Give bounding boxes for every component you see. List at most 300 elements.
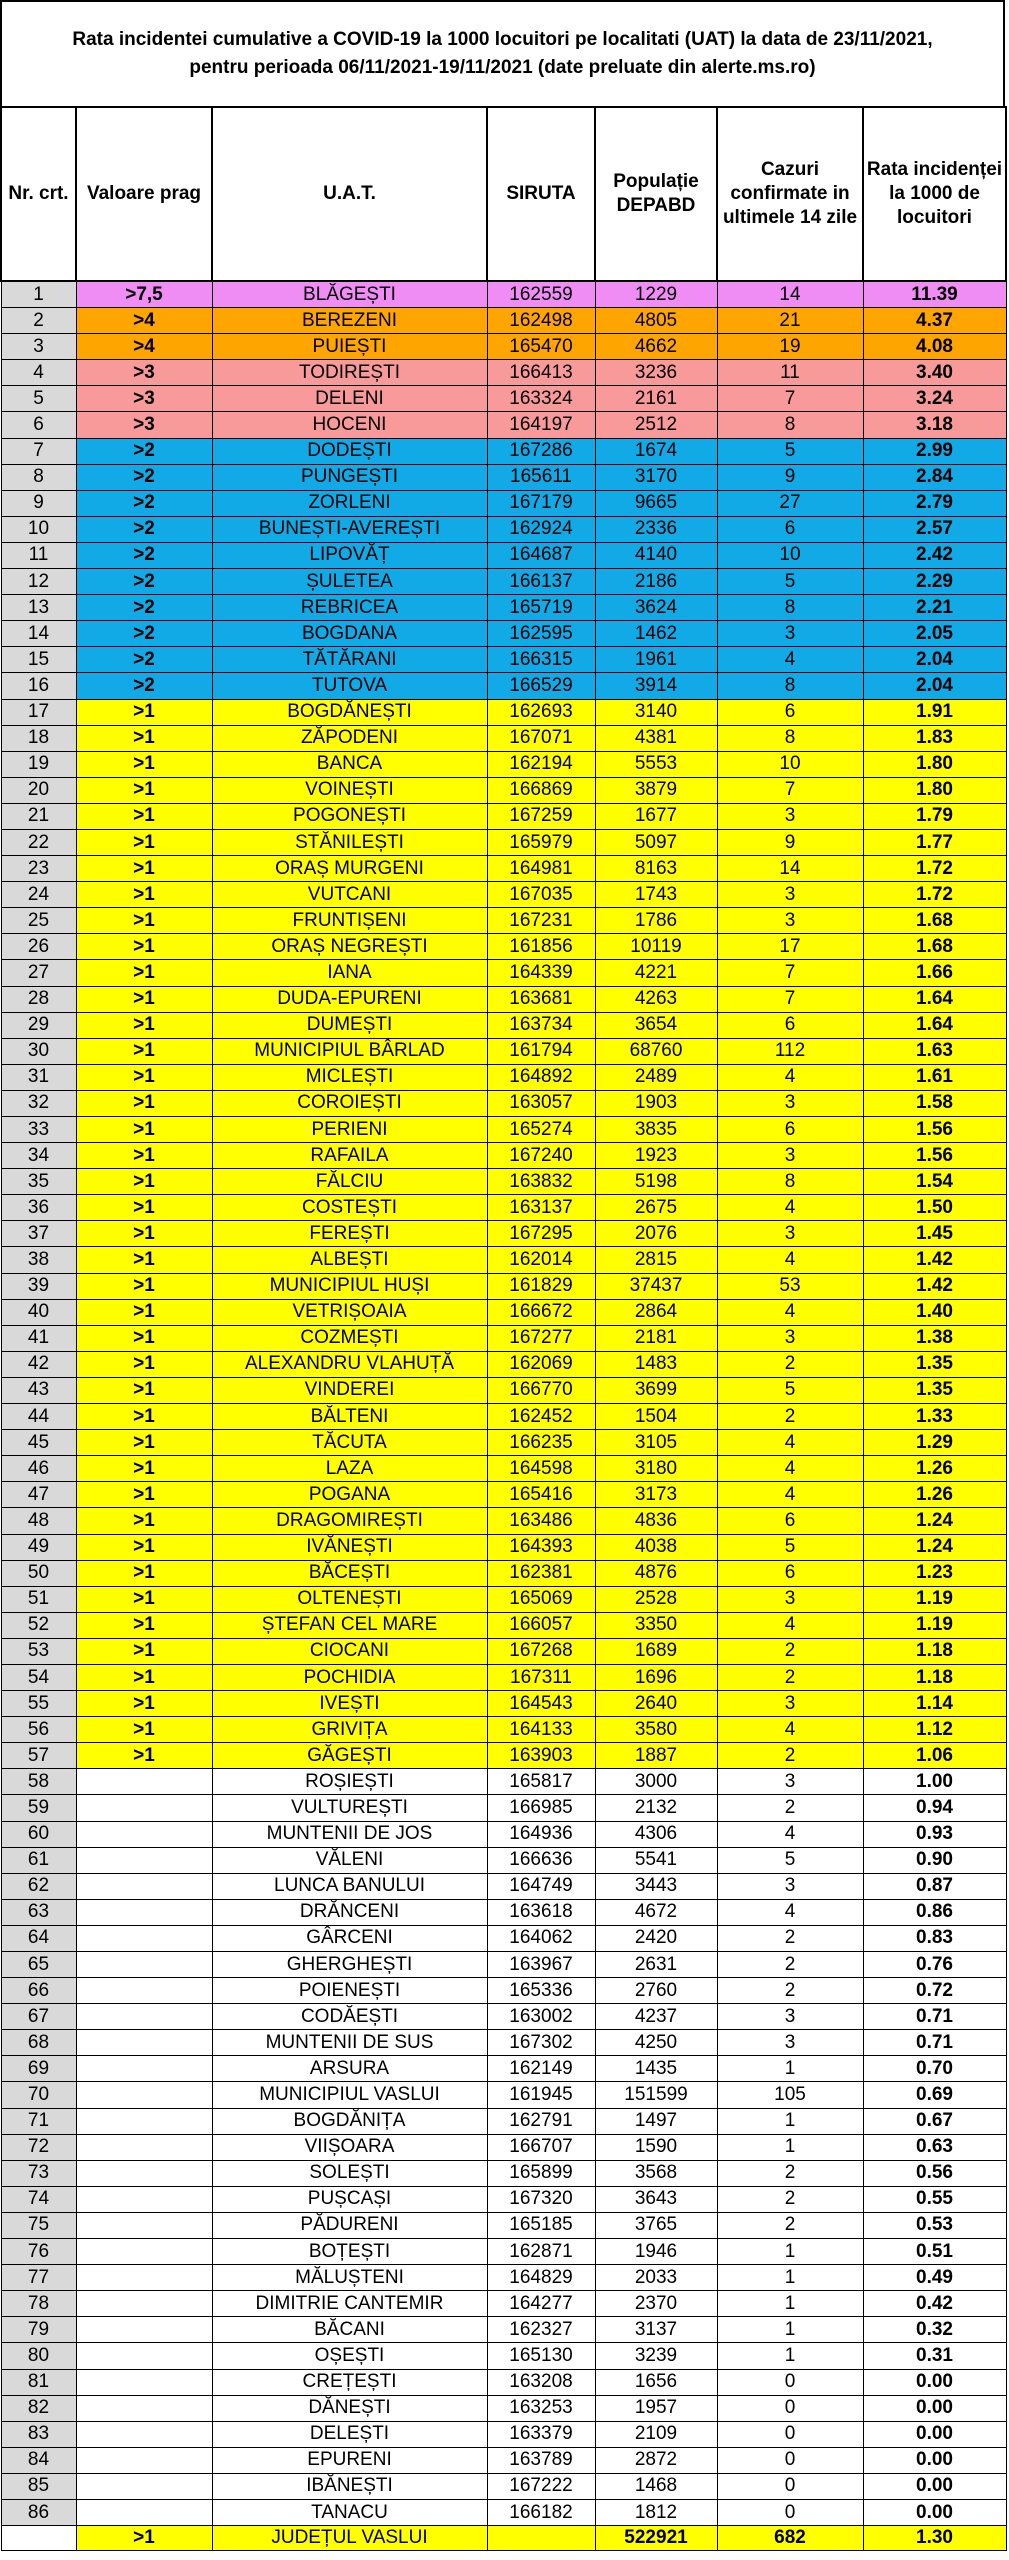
cell-cazuri: 3 [717,1221,863,1247]
cell-valoare-prag: >2 [76,464,212,490]
cell-cazuri: 1 [717,2291,863,2317]
header-cazuri: Cazuri confirmate in ultimele 14 zile [717,107,863,281]
cell-rata: 2.84 [863,464,1006,490]
cell-nr-crt: 33 [1,1117,76,1143]
cell-populatie: 3643 [595,2186,717,2212]
cell-uat: MUNICIPIUL HUȘI [212,1273,487,1299]
cell-populatie: 1483 [595,1351,717,1377]
cell-valoare-prag [76,2369,212,2395]
cell-cazuri: 7 [717,777,863,803]
table-row [1,1430,1006,1456]
cell-cazuri: 5 [717,438,863,464]
cell-populatie: 5198 [595,1169,717,1195]
cell-valoare-prag: >2 [76,621,212,647]
cell-populatie: 1743 [595,882,717,908]
cell-populatie: 2872 [595,2447,717,2473]
cell-nr-crt: 37 [1,1221,76,1247]
cell-cazuri: 5 [717,1534,863,1560]
cell-cazuri: 11 [717,360,863,386]
cell-siruta: 167259 [487,803,595,829]
cell-populatie: 9665 [595,490,717,516]
cell-uat: DODEȘTI [212,438,487,464]
cell-uat: TUTOVA [212,673,487,699]
cell-siruta: 163486 [487,1508,595,1534]
table-row [1,2421,1006,2447]
cell-cazuri: 4 [717,1482,863,1508]
cell-valoare-prag [76,2056,212,2082]
cell-cazuri: 3 [717,1090,863,1116]
cell-populatie: 5541 [595,1847,717,1873]
cell-populatie: 4038 [595,1534,717,1560]
cell-cazuri: 10 [717,542,863,568]
cell-cazuri: 2 [717,1925,863,1951]
cell-siruta: 162452 [487,1404,595,1430]
table-row [1,2499,1006,2525]
cell-cazuri: 105 [717,2082,863,2108]
cell-uat: POGONEȘTI [212,803,487,829]
table-row [1,1560,1006,1586]
cell-populatie: 1689 [595,1638,717,1664]
cell-rata: 1.56 [863,1143,1006,1169]
cell-nr-crt: 18 [1,725,76,751]
cell-nr-crt: 52 [1,1612,76,1638]
cell-nr-crt: 58 [1,1769,76,1795]
cell-uat: RAFAILA [212,1143,487,1169]
cell-cazuri: 3 [717,2030,863,2056]
cell-valoare-prag: >1 [76,1273,212,1299]
cell-siruta: 165274 [487,1117,595,1143]
cell-siruta: 162871 [487,2239,595,2265]
cell-valoare-prag: >1 [76,1638,212,1664]
cell-cazuri: 2 [717,2160,863,2186]
cell-populatie: 1435 [595,2056,717,2082]
cell-valoare-prag: >3 [76,386,212,412]
table-row [1,1925,1006,1951]
cell-cazuri: 27 [717,490,863,516]
cell-nr-crt: 13 [1,595,76,621]
cell-populatie: 1696 [595,1664,717,1690]
cell-valoare-prag: >1 [76,960,212,986]
cell-nr-crt: 27 [1,960,76,986]
total-cell-populatie: 522921 [595,2526,717,2551]
cell-cazuri: 9 [717,829,863,855]
cell-nr-crt: 36 [1,1195,76,1221]
cell-rata: 2.99 [863,438,1006,464]
cell-uat: MUNTENII DE SUS [212,2030,487,2056]
cell-populatie: 2640 [595,1691,717,1717]
cell-valoare-prag: >1 [76,751,212,777]
cell-nr-crt: 38 [1,1247,76,1273]
cell-siruta: 167268 [487,1638,595,1664]
cell-siruta: 166985 [487,1795,595,1821]
cell-rata: 3.18 [863,412,1006,438]
table-row [1,1064,1006,1090]
cell-populatie: 2760 [595,1978,717,2004]
cell-cazuri: 6 [717,1117,863,1143]
cell-nr-crt: 66 [1,1978,76,2004]
cell-valoare-prag: >2 [76,595,212,621]
cell-uat: ALEXANDRU VLAHUȚĂ [212,1351,487,1377]
cell-nr-crt: 76 [1,2239,76,2265]
cell-siruta: 167286 [487,438,595,464]
cell-siruta: 164339 [487,960,595,986]
cell-populatie: 4805 [595,308,717,334]
cell-rata: 1.45 [863,1221,1006,1247]
cell-siruta: 166636 [487,1847,595,1873]
cell-valoare-prag: >1 [76,1325,212,1351]
table-row [1,2082,1006,2108]
cell-uat: VULTUREȘTI [212,1795,487,1821]
cell-siruta: 166137 [487,569,595,595]
cell-valoare-prag: >1 [76,1090,212,1116]
cell-uat: TĂTĂRANI [212,647,487,673]
cell-populatie: 2132 [595,1795,717,1821]
cell-cazuri: 0 [717,2395,863,2421]
table-row [1,2291,1006,2317]
table-row [1,1351,1006,1377]
cell-siruta: 164543 [487,1691,595,1717]
total-cell-valoare-prag: >1 [76,2526,212,2551]
table-body [1,281,1006,2551]
cell-cazuri: 4 [717,647,863,673]
cell-valoare-prag: >2 [76,490,212,516]
cell-populatie: 3239 [595,2343,717,2369]
cell-nr-crt: 63 [1,1899,76,1925]
header-rata: Rata incidenței la 1000 de locuitori [863,107,1006,281]
table-row [1,856,1006,882]
cell-siruta: 166413 [487,360,595,386]
cell-nr-crt: 28 [1,986,76,1012]
cell-nr-crt: 43 [1,1377,76,1403]
cell-uat: BOGDĂNEȘTI [212,699,487,725]
cell-populatie: 3835 [595,1117,717,1143]
cell-populatie: 3699 [595,1377,717,1403]
table-row [1,882,1006,908]
table-row [1,1482,1006,1508]
table-row [1,1899,1006,1925]
cell-populatie: 3654 [595,1012,717,1038]
cell-valoare-prag: >1 [76,1560,212,1586]
cell-populatie: 3443 [595,1873,717,1899]
cell-cazuri: 2 [717,2186,863,2212]
cell-cazuri: 4 [717,1899,863,1925]
cell-nr-crt: 8 [1,464,76,490]
cell-cazuri: 0 [717,2473,863,2499]
cell-populatie: 2420 [595,1925,717,1951]
cell-valoare-prag: >7,5 [76,281,212,308]
cell-populatie: 3879 [595,777,717,803]
cell-siruta: 163137 [487,1195,595,1221]
cell-rata: 1.50 [863,1195,1006,1221]
table-row [1,2473,1006,2499]
cell-cazuri: 1 [717,2108,863,2134]
cell-rata: 0.42 [863,2291,1006,2317]
cell-cazuri: 4 [717,1247,863,1273]
cell-uat: BĂCANI [212,2317,487,2343]
cell-populatie: 3914 [595,673,717,699]
header-nr-crt: Nr. crt. [1,107,76,281]
cell-rata: 0.67 [863,2108,1006,2134]
cell-uat: BEREZENI [212,308,487,334]
table-row [1,1038,1006,1064]
cell-rata: 1.19 [863,1612,1006,1638]
table-row [1,360,1006,386]
cell-siruta: 164062 [487,1925,595,1951]
cell-uat: VOINEȘTI [212,777,487,803]
cell-valoare-prag: >1 [76,1377,212,1403]
cell-uat: MUNICIPIUL BÂRLAD [212,1038,487,1064]
cell-siruta: 164749 [487,1873,595,1899]
cell-siruta: 167035 [487,882,595,908]
cell-populatie: 8163 [595,856,717,882]
cell-nr-crt: 81 [1,2369,76,2395]
cell-populatie: 1590 [595,2134,717,2160]
cell-valoare-prag: >1 [76,1482,212,1508]
cell-siruta: 164687 [487,542,595,568]
cell-nr-crt: 4 [1,360,76,386]
cell-uat: FRUNTIȘENI [212,908,487,934]
cell-rata: 4.37 [863,308,1006,334]
cell-nr-crt: 70 [1,2082,76,2108]
cell-siruta: 162149 [487,2056,595,2082]
cell-nr-crt: 9 [1,490,76,516]
cell-cazuri: 2 [717,1664,863,1690]
cell-nr-crt: 7 [1,438,76,464]
cell-cazuri: 2 [717,1638,863,1664]
cell-siruta: 164133 [487,1717,595,1743]
cell-populatie: 37437 [595,1273,717,1299]
cell-rata: 0.71 [863,2004,1006,2030]
cell-populatie: 1674 [595,438,717,464]
table-row [1,2212,1006,2238]
table-row [1,1195,1006,1221]
cell-populatie: 3350 [595,1612,717,1638]
cell-cazuri: 1 [717,2239,863,2265]
cell-uat: STĂNILEȘTI [212,829,487,855]
cell-uat: ORAȘ NEGREȘTI [212,934,487,960]
cell-valoare-prag: >1 [76,1717,212,1743]
cell-rata: 3.40 [863,360,1006,386]
cell-uat: TANACU [212,2499,487,2525]
cell-siruta: 162069 [487,1351,595,1377]
cell-rata: 1.26 [863,1456,1006,1482]
table-row [1,2108,1006,2134]
cell-valoare-prag: >1 [76,829,212,855]
cell-uat: IBĂNEȘTI [212,2473,487,2499]
cell-populatie: 1946 [595,2239,717,2265]
cell-rata: 1.24 [863,1508,1006,1534]
cell-rata: 1.83 [863,725,1006,751]
table-row [1,2239,1006,2265]
cell-valoare-prag: >1 [76,777,212,803]
cell-siruta: 163208 [487,2369,595,2395]
cell-valoare-prag: >3 [76,412,212,438]
cell-uat: DUDA-EPURENI [212,986,487,1012]
cell-rata: 1.18 [863,1638,1006,1664]
cell-siruta: 165611 [487,464,595,490]
cell-populatie: 3765 [595,2212,717,2238]
cell-rata: 1.58 [863,1090,1006,1116]
cell-rata: 1.54 [863,1169,1006,1195]
table-row [1,2030,1006,2056]
cell-uat: GÂRCENI [212,1925,487,1951]
cell-rata: 0.69 [863,2082,1006,2108]
cell-siruta: 163789 [487,2447,595,2473]
cell-valoare-prag [76,2499,212,2525]
cell-populatie: 10119 [595,934,717,960]
cell-siruta: 167277 [487,1325,595,1351]
cell-rata: 0.83 [863,1925,1006,1951]
cell-rata: 0.00 [863,2395,1006,2421]
cell-valoare-prag: >2 [76,516,212,542]
cell-cazuri: 1 [717,2317,863,2343]
table-row [1,2395,1006,2421]
cell-cazuri: 0 [717,2421,863,2447]
cell-nr-crt: 44 [1,1404,76,1430]
cell-cazuri: 1 [717,2056,863,2082]
cell-cazuri: 2 [717,1952,863,1978]
cell-nr-crt: 84 [1,2447,76,2473]
cell-nr-crt: 11 [1,542,76,568]
cell-siruta: 163253 [487,2395,595,2421]
cell-nr-crt: 29 [1,1012,76,1038]
table-row [1,699,1006,725]
cell-populatie: 2815 [595,1247,717,1273]
cell-uat: VIIȘOARA [212,2134,487,2160]
cell-populatie: 5553 [595,751,717,777]
cell-uat: ORAȘ MURGENI [212,856,487,882]
cell-nr-crt: 1 [1,281,76,308]
cell-rata: 1.26 [863,1482,1006,1508]
cell-siruta: 165719 [487,595,595,621]
cell-cazuri: 5 [717,1377,863,1403]
cell-siruta: 162381 [487,1560,595,1586]
cell-nr-crt: 22 [1,829,76,855]
cell-rata: 1.35 [863,1351,1006,1377]
cell-nr-crt: 79 [1,2317,76,2343]
cell-valoare-prag [76,1952,212,1978]
cell-populatie: 3105 [595,1430,717,1456]
cell-cazuri: 2 [717,1743,863,1769]
cell-cazuri: 3 [717,803,863,829]
cell-rata: 2.04 [863,647,1006,673]
cell-rata: 0.76 [863,1952,1006,1978]
header-uat: U.A.T. [212,107,487,281]
cell-nr-crt: 12 [1,569,76,595]
cell-rata: 0.63 [863,2134,1006,2160]
cell-uat: GĂGEȘTI [212,1743,487,1769]
cell-uat: POCHIDIA [212,1664,487,1690]
cell-valoare-prag [76,2395,212,2421]
cell-uat: FĂLCIU [212,1169,487,1195]
cell-cazuri: 0 [717,2499,863,2525]
cell-cazuri: 0 [717,2369,863,2395]
cell-populatie: 151599 [595,2082,717,2108]
table-row [1,1847,1006,1873]
cell-cazuri: 14 [717,856,863,882]
cell-nr-crt: 85 [1,2473,76,2499]
cell-populatie: 3140 [595,699,717,725]
total-cell-rata: 1.30 [863,2526,1006,2551]
report-title-line-1: Rata incidentei cumulative a COVID-19 la 1000 locuitori pe localitati (UAT) la data de 23/11/2021, [72,29,933,50]
cell-populatie: 2076 [595,1221,717,1247]
cell-uat: CIOCANI [212,1638,487,1664]
cell-rata: 2.04 [863,673,1006,699]
cell-siruta: 166672 [487,1299,595,1325]
cell-nr-crt: 77 [1,2265,76,2291]
cell-rata: 0.00 [863,2447,1006,2473]
table-row [1,934,1006,960]
cell-uat: REBRICEA [212,595,487,621]
cell-uat: DELEȘTI [212,2421,487,2447]
cell-populatie: 2370 [595,2291,717,2317]
header-siruta: SIRUTA [487,107,595,281]
table-row [1,490,1006,516]
cell-uat: GRIVIȚA [212,1717,487,1743]
cell-rata: 1.61 [863,1064,1006,1090]
cell-uat: GHERGHEȘTI [212,1952,487,1978]
cell-valoare-prag [76,2030,212,2056]
cell-uat: ZORLENI [212,490,487,516]
cell-cazuri: 3 [717,1691,863,1717]
table-row [1,2004,1006,2030]
cell-cazuri: 6 [717,516,863,542]
cell-valoare-prag [76,1769,212,1795]
cell-populatie: 3173 [595,1482,717,1508]
cell-valoare-prag: >2 [76,673,212,699]
cell-nr-crt: 31 [1,1064,76,1090]
cell-valoare-prag: >1 [76,856,212,882]
cell-uat: ZĂPODENI [212,725,487,751]
cell-nr-crt: 46 [1,1456,76,1482]
cell-populatie: 2512 [595,412,717,438]
cell-populatie: 1957 [595,2395,717,2421]
cell-siruta: 161945 [487,2082,595,2108]
cell-nr-crt: 67 [1,2004,76,2030]
cell-rata: 1.64 [863,986,1006,1012]
table-row [1,2369,1006,2395]
cell-nr-crt: 59 [1,1795,76,1821]
header-valoare-prag: Valoare prag [76,107,212,281]
cell-cazuri: 3 [717,1143,863,1169]
cell-cazuri: 10 [717,751,863,777]
cell-uat: BUNEȘTI-AVEREȘTI [212,516,487,542]
cell-valoare-prag: >1 [76,1351,212,1377]
cell-siruta: 163618 [487,1899,595,1925]
cell-populatie: 1786 [595,908,717,934]
cell-cazuri: 6 [717,1560,863,1586]
cell-populatie: 3170 [595,464,717,490]
cell-nr-crt: 2 [1,308,76,334]
cell-populatie: 2864 [595,1299,717,1325]
cell-populatie: 1497 [595,2108,717,2134]
cell-rata: 1.19 [863,1586,1006,1612]
cell-siruta: 166707 [487,2134,595,2160]
cell-cazuri: 8 [717,595,863,621]
cell-valoare-prag: >1 [76,986,212,1012]
table-row [1,908,1006,934]
cell-rata: 0.90 [863,1847,1006,1873]
table-row [1,1325,1006,1351]
table-row [1,621,1006,647]
cell-rata: 0.70 [863,2056,1006,2082]
table-row [1,542,1006,568]
table-row [1,1117,1006,1143]
cell-uat: BANCA [212,751,487,777]
cell-uat: BĂCEȘTI [212,1560,487,1586]
cell-rata: 0.56 [863,2160,1006,2186]
cell-populatie: 4306 [595,1821,717,1847]
